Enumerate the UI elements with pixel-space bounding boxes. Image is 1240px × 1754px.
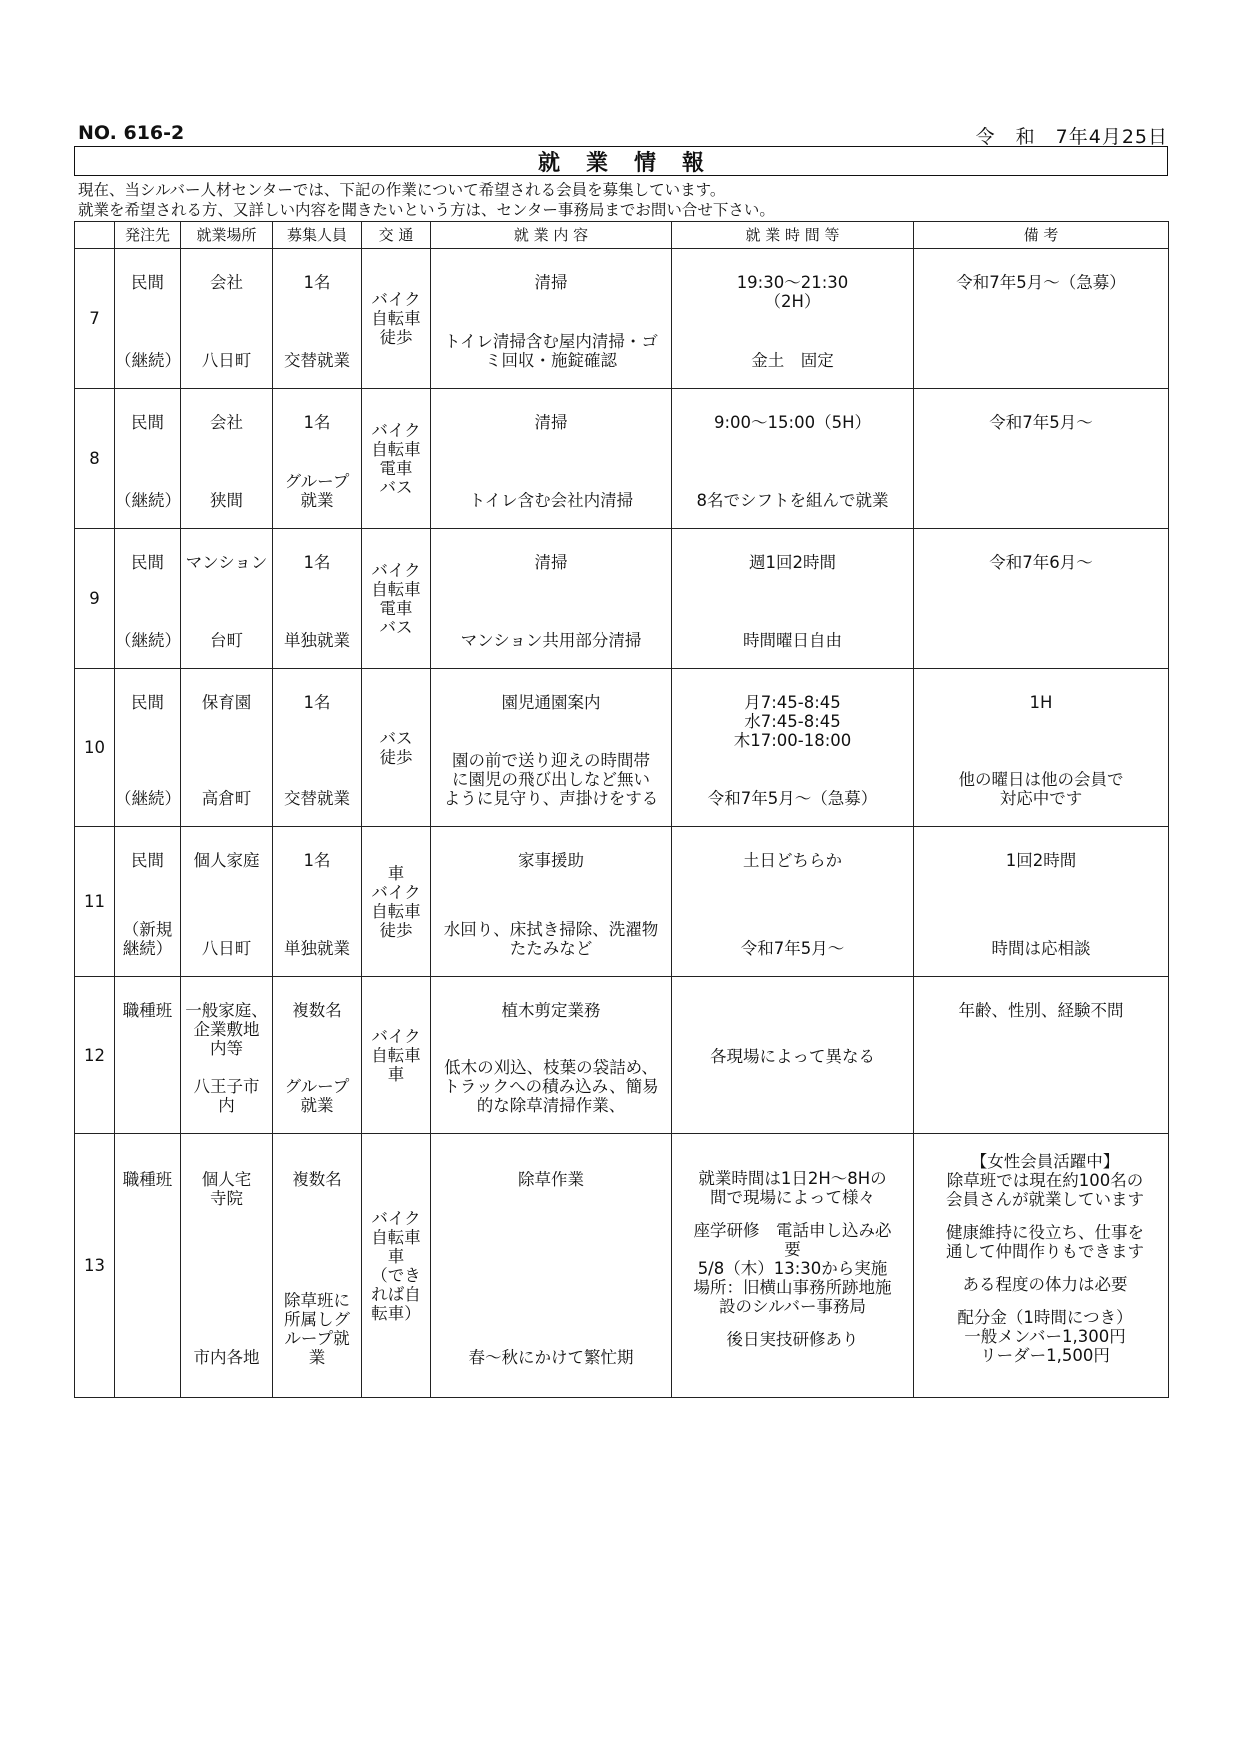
cell-client — [115, 1134, 181, 1398]
staff-top: 1名 — [303, 693, 331, 712]
cell-staff — [273, 827, 362, 977]
staff-bottom: グループ 就業 — [284, 472, 350, 510]
cell-client — [115, 389, 181, 529]
intro-line-1: 現在、当シルバー人材センターでは、下記の作業について希望される会員を募集しています。 — [78, 181, 726, 199]
page-title: 就業情報 — [537, 150, 730, 176]
note-line: 健康維持に役立ち、仕事を 通して仲間作りもできます — [946, 1223, 1144, 1261]
row-number: 10 — [75, 669, 115, 827]
cell-staff — [273, 249, 362, 389]
client-top: 職種班 — [122, 1001, 173, 1020]
cell-place — [181, 249, 273, 389]
client-bottom — [115, 1367, 180, 1385]
place-top: 会社 — [210, 273, 243, 292]
staff-top: 1名 — [303, 553, 331, 572]
note-top: 令和7年5月～ — [989, 413, 1093, 432]
time-bottom: 時間曜日自由 — [743, 631, 842, 650]
place-bottom: 八日町 — [201, 351, 252, 370]
client-bottom — [115, 1115, 180, 1133]
cell-transport: バイク 自転車 車 — [362, 977, 431, 1134]
intro-text — [78, 180, 775, 220]
time-bottom: 金土 固定 — [751, 351, 834, 370]
time-bottom: 8名でシフトを組んで就業 — [696, 491, 889, 510]
client-bottom: （新規 継続） — [122, 920, 173, 958]
work-top: 除草作業 — [518, 1170, 584, 1189]
place-bottom: 八日町 — [201, 939, 252, 958]
note-top: 年齢、性別、経験不問 — [958, 1001, 1124, 1020]
note-top: 令和7年6月～ — [989, 553, 1093, 572]
cell-client — [115, 827, 181, 977]
row-number: 9 — [75, 529, 115, 669]
work-top: 清掃 — [534, 553, 568, 572]
cell-staff — [273, 1134, 362, 1398]
document-date: 令 和 7年4月25日 — [975, 126, 1168, 148]
client-bottom: （継続） — [115, 351, 181, 370]
note-top: 1H — [1029, 693, 1053, 712]
place-bottom: 市内各地 — [193, 1348, 260, 1367]
staff-bottom: 単独就業 — [284, 939, 350, 958]
cell-time — [672, 827, 914, 977]
job-table — [74, 221, 1169, 1398]
client-bottom: （継続） — [115, 631, 181, 650]
time-top: 月7:45-8:45 水7:45-8:45 木17:00-18:00 — [733, 693, 852, 750]
client-top: 民間 — [131, 273, 164, 292]
table-row — [75, 389, 1169, 529]
col-header-place: 就業場所 — [181, 222, 273, 249]
cell-place — [181, 977, 273, 1134]
cell-client — [115, 249, 181, 389]
document-number: NO. 616-2 — [78, 122, 185, 144]
col-header-no — [75, 222, 115, 249]
table-row — [75, 1134, 1169, 1398]
cell-transport: バイク 自転車 車 （でき れば自 転車） — [362, 1134, 431, 1398]
note-line: ある程度の体力は必要 — [962, 1275, 1128, 1294]
staff-top: 1名 — [303, 273, 331, 292]
cell-transport: バイク 自転車 電車 バス — [362, 529, 431, 669]
col-header-client: 発注先 — [115, 222, 181, 249]
cell-time — [672, 249, 914, 389]
row-number: 11 — [75, 827, 115, 977]
cell-time — [672, 669, 914, 827]
client-top: 民間 — [131, 413, 164, 432]
time-top: 週1回2時間 — [749, 553, 836, 572]
note-bottom: 時間は応相談 — [991, 939, 1091, 958]
note-bottom — [914, 370, 1168, 388]
job-table-body — [75, 249, 1169, 1398]
cell-work — [431, 1134, 672, 1398]
table-header-row — [75, 222, 1169, 249]
work-bottom: 春～秋にかけて繁忙期 — [468, 1348, 634, 1367]
time-top: 9:00～15:00（5H） — [713, 413, 871, 432]
cell-note — [914, 977, 1169, 1134]
cell-work — [431, 249, 672, 389]
table-row — [75, 669, 1169, 827]
col-header-work: 就 業 内 容 — [431, 222, 672, 249]
work-bottom: トイレ清掃含む屋内清掃・ゴ ミ回収・施錠確認 — [444, 332, 658, 370]
col-header-time: 就 業 時 間 等 — [672, 222, 914, 249]
row-number: 7 — [75, 249, 115, 389]
note-bottom: 他の曜日は他の会員で 対応中です — [958, 770, 1124, 808]
cell-staff — [273, 389, 362, 529]
cell-time — [672, 977, 914, 1134]
place-top: 個人宅 寺院 — [201, 1170, 252, 1208]
time-top: 19:30～21:30 （2H） — [736, 273, 849, 311]
note-line: 【女性会員活躍中】 除草班では現在約100名の 会員さんが就業しています — [946, 1152, 1144, 1209]
client-top: 職種班 — [122, 1170, 173, 1189]
time-line: 座学研修 電話申し込み必 要 5/8（木）13:30から実施 場所：旧横山事務所跡地施 設のシルバー事務局 — [693, 1220, 892, 1316]
cell-client — [115, 977, 181, 1134]
staff-bottom: 交替就業 — [284, 351, 350, 370]
cell-staff — [273, 529, 362, 669]
client-top: 民間 — [131, 693, 164, 712]
cell-work — [431, 977, 672, 1134]
cell-transport: バス 徒歩 — [362, 669, 431, 827]
place-top: 会社 — [210, 413, 243, 432]
time-bottom: 令和7年5月～（急募） — [707, 789, 878, 808]
time-line: 後日実技研修あり — [726, 1329, 859, 1349]
work-bottom: 水回り、床拭き掃除、洗濯物 たたみなど — [443, 920, 659, 958]
row-number: 8 — [75, 389, 115, 529]
col-header-transport: 交 通 — [362, 222, 431, 249]
cell-note — [914, 529, 1169, 669]
work-bottom: マンション共用部分清掃 — [460, 631, 642, 650]
cell-transport: バイク 自転車 徒歩 — [362, 249, 431, 389]
note-line: 配分金（1時間につき） 一般メンバー1,300円 リーダー1,500円 — [957, 1308, 1133, 1365]
time-bottom: 各現場によって異なる — [710, 1047, 875, 1066]
time-bottom: 令和7年5月～ — [740, 939, 845, 958]
place-top: マンション — [185, 553, 268, 572]
staff-top: 複数名 — [292, 1001, 342, 1020]
client-top: 民間 — [131, 851, 164, 870]
intro-line-2: 就業を希望される方、又詳しい内容を聞きたいという方は、センター事務局までお問い合せ下さい。 — [78, 201, 775, 219]
work-top: 植木剪定業務 — [501, 1001, 601, 1020]
cell-time — [672, 389, 914, 529]
place-bottom: 台町 — [210, 631, 243, 650]
note-bottom — [914, 650, 1168, 668]
cell-transport: バイク 自転車 電車 バス — [362, 389, 431, 529]
cell-work — [431, 529, 672, 669]
staff-bottom: 単独就業 — [284, 631, 350, 650]
cell-place — [181, 529, 273, 669]
note-top: 1回2時間 — [1005, 851, 1077, 870]
cell-note — [914, 669, 1169, 827]
place-bottom: 高倉町 — [201, 789, 252, 808]
cell-place — [181, 389, 273, 529]
work-top: 家事援助 — [518, 851, 584, 870]
cell-time — [672, 1134, 914, 1398]
place-top: 個人家庭 — [193, 851, 260, 870]
work-top: 清掃 — [534, 273, 568, 292]
work-top: 園児通園案内 — [501, 693, 601, 712]
cell-place — [181, 669, 273, 827]
cell-staff — [273, 977, 362, 1134]
staff-bottom: 交替就業 — [284, 789, 350, 808]
cell-client — [115, 669, 181, 827]
cell-time — [672, 529, 914, 669]
cell-transport: 車 バイク 自転車 徒歩 — [362, 827, 431, 977]
place-top: 一般家庭、 企業敷地 内等 — [185, 1001, 268, 1058]
time-top: 土日どちらか — [743, 851, 842, 870]
row-number: 13 — [75, 1134, 115, 1398]
staff-top: 1名 — [303, 851, 331, 870]
place-bottom: 狭間 — [210, 491, 243, 510]
work-top: 清掃 — [534, 413, 568, 432]
cell-place — [181, 827, 273, 977]
work-bottom: トイレ含む会社内清掃 — [468, 491, 634, 510]
staff-bottom: 除草班に 所属しグ ループ就 業 — [284, 1291, 350, 1367]
client-bottom: （継続） — [115, 491, 181, 510]
cell-note — [914, 389, 1169, 529]
cell-work — [431, 827, 672, 977]
cell-note — [914, 827, 1169, 977]
note-top: 令和7年5月～（急募） — [956, 273, 1126, 292]
cell-note — [914, 1134, 1169, 1398]
staff-bottom: グループ 就業 — [284, 1077, 350, 1115]
client-bottom: （継続） — [115, 789, 181, 808]
table-row — [75, 827, 1169, 977]
place-top: 保育園 — [201, 693, 252, 712]
work-bottom: 低木の刈込、枝葉の袋詰め、 トラックへの積み込み、簡易 的な除草清掃作業、 — [443, 1058, 659, 1115]
cell-work — [431, 669, 672, 827]
col-header-note: 備 考 — [914, 222, 1169, 249]
page-title-box — [74, 146, 1168, 176]
cell-work — [431, 389, 672, 529]
note-bottom — [914, 1115, 1168, 1133]
time-line: 就業時間は1日2H～8Hの 間で現場によって様々 — [698, 1168, 887, 1207]
note-bottom — [914, 510, 1168, 528]
cell-place — [181, 1134, 273, 1398]
table-row — [75, 977, 1169, 1134]
client-top: 民間 — [131, 553, 164, 572]
row-number: 12 — [75, 977, 115, 1134]
table-row — [75, 529, 1169, 669]
staff-top: 1名 — [303, 413, 331, 432]
cell-note — [914, 249, 1169, 389]
cell-staff — [273, 669, 362, 827]
col-header-staff: 募集人員 — [273, 222, 362, 249]
place-bottom: 八王子市 内 — [193, 1077, 260, 1115]
staff-top: 複数名 — [292, 1170, 342, 1189]
table-row — [75, 249, 1169, 389]
cell-client — [115, 529, 181, 669]
work-bottom: 園の前で送り迎えの時間帯 に園児の飛び出しなど無い ように見守り、声掛けをする — [443, 751, 659, 808]
